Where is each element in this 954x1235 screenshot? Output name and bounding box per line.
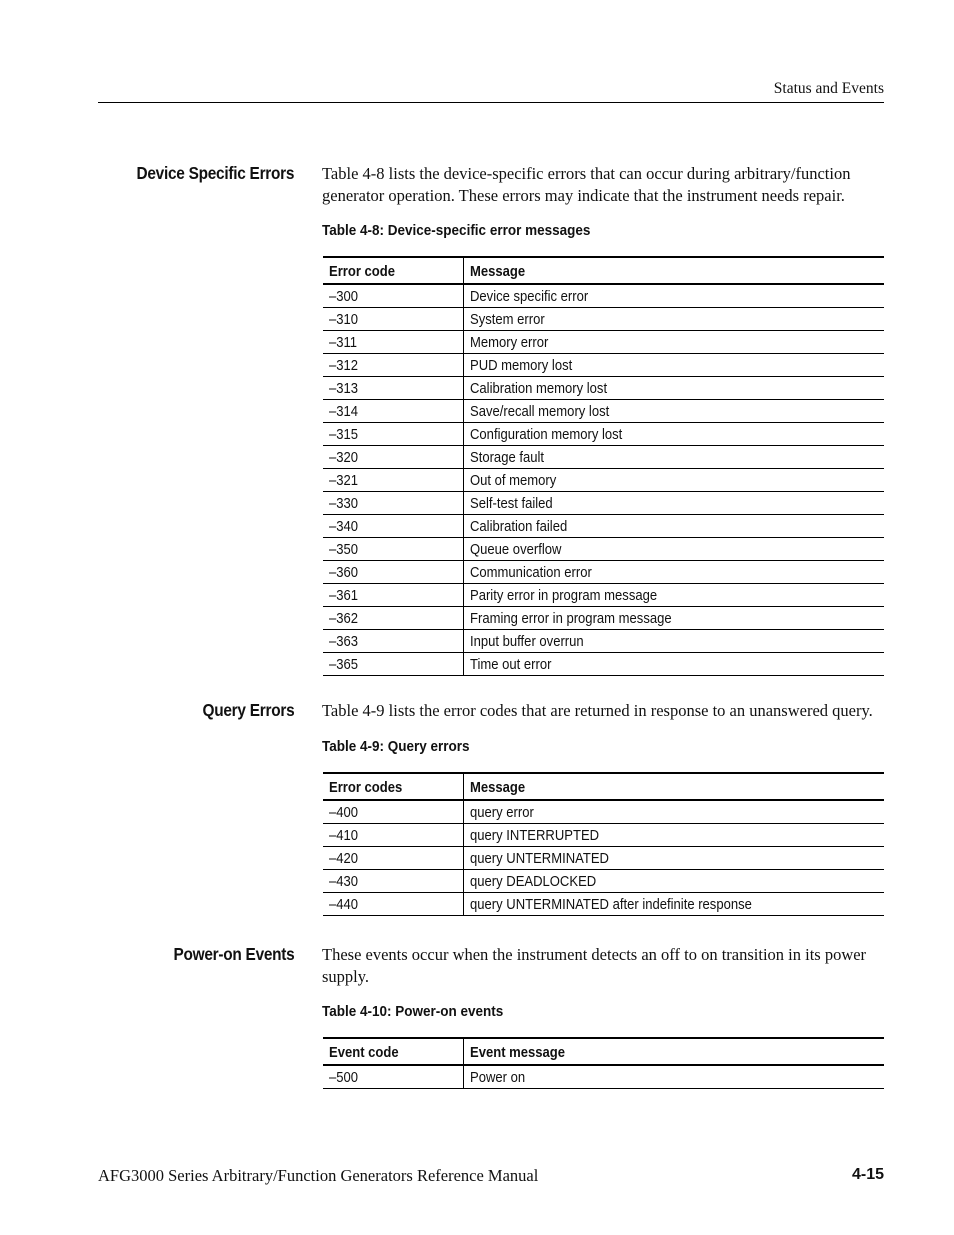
message-cell: Memory error bbox=[464, 331, 885, 354]
message-cell: Input buffer overrun bbox=[464, 630, 885, 653]
message-cell: Power on bbox=[464, 1065, 885, 1089]
message-cell: Self-test failed bbox=[464, 492, 885, 515]
table-row bbox=[323, 354, 884, 377]
message-cell: query UNTERMINATED after indefinite response bbox=[464, 893, 885, 916]
code-cell: –330 bbox=[323, 492, 464, 515]
code-cell: –361 bbox=[323, 584, 464, 607]
table-row bbox=[323, 630, 884, 653]
code-cell: –363 bbox=[323, 630, 464, 653]
message-cell: Storage fault bbox=[464, 446, 885, 469]
table-row bbox=[323, 870, 884, 893]
message-cell: query UNTERMINATED bbox=[464, 847, 885, 870]
code-cell: –420 bbox=[323, 847, 464, 870]
message-cell: Save/recall memory lost bbox=[464, 400, 885, 423]
table-row bbox=[323, 308, 884, 331]
table-4-9-caption: Table 4-9: Query errors bbox=[322, 738, 470, 755]
code-cell: –400 bbox=[323, 800, 464, 824]
code-cell: –362 bbox=[323, 607, 464, 630]
table-header-row bbox=[323, 1038, 884, 1065]
table-header-row bbox=[323, 257, 884, 284]
code-cell: –320 bbox=[323, 446, 464, 469]
message-cell: PUD memory lost bbox=[464, 354, 885, 377]
message-cell: Configuration memory lost bbox=[464, 423, 885, 446]
footer-manual-title: AFG3000 Series Arbitrary/Function Generators Reference Manual bbox=[98, 1166, 539, 1185]
code-cell: –312 bbox=[323, 354, 464, 377]
table-row bbox=[323, 400, 884, 423]
message-cell: Time out error bbox=[464, 653, 885, 676]
code-cell: –321 bbox=[323, 469, 464, 492]
column-header-event-message: Event message bbox=[464, 1038, 885, 1065]
footer-page-number: 4-15 bbox=[851, 1166, 884, 1183]
table-row bbox=[323, 515, 884, 538]
running-header-title: Status and Events bbox=[773, 80, 884, 97]
table-row bbox=[323, 893, 884, 916]
message-cell: query error bbox=[464, 800, 885, 824]
code-cell: –410 bbox=[323, 824, 464, 847]
table-row bbox=[323, 284, 884, 308]
message-cell: Queue overflow bbox=[464, 538, 885, 561]
table-header-row bbox=[323, 773, 884, 800]
message-cell: query INTERRUPTED bbox=[464, 824, 885, 847]
column-header-error-code: Error code bbox=[323, 257, 464, 284]
message-cell: Out of memory bbox=[464, 469, 885, 492]
message-cell: Parity error in program message bbox=[464, 584, 885, 607]
table-row bbox=[323, 607, 884, 630]
message-cell: System error bbox=[464, 308, 885, 331]
column-header-error-codes: Error codes bbox=[323, 773, 464, 800]
code-cell: –365 bbox=[323, 653, 464, 676]
table-4-10-caption: Table 4-10: Power-on events bbox=[322, 1003, 504, 1020]
code-cell: –440 bbox=[323, 893, 464, 916]
table-row bbox=[323, 561, 884, 584]
query-errors-intro-paragraph: Table 4-9 lists the error codes that are returned in response to an unanswered query. bbox=[322, 701, 873, 720]
table-row bbox=[323, 492, 884, 515]
table-row bbox=[323, 377, 884, 400]
code-cell: –313 bbox=[323, 377, 464, 400]
code-cell: –300 bbox=[323, 284, 464, 308]
message-cell: Calibration memory lost bbox=[464, 377, 885, 400]
section-heading-query-errors: Query Errors bbox=[202, 700, 294, 720]
table-4-8-caption: Table 4-8: Device-specific error messages bbox=[322, 222, 591, 239]
table-row bbox=[323, 584, 884, 607]
code-cell: –310 bbox=[323, 308, 464, 331]
running-header bbox=[98, 80, 884, 103]
column-header-event-code: Event code bbox=[323, 1038, 464, 1065]
device-specific-errors-table bbox=[323, 256, 884, 676]
message-cell: Communication error bbox=[464, 561, 885, 584]
table-row bbox=[323, 653, 884, 676]
message-cell: Framing error in program message bbox=[464, 607, 885, 630]
query-errors-table bbox=[323, 772, 884, 916]
table-row bbox=[323, 800, 884, 824]
code-cell: –311 bbox=[323, 331, 464, 354]
table-row bbox=[323, 538, 884, 561]
code-cell: –340 bbox=[323, 515, 464, 538]
power-on-intro-paragraph: These events occur when the instrument detects an off to on transition in its power supply. bbox=[322, 945, 867, 986]
section-heading-power-on-events: Power-on Events bbox=[173, 944, 294, 964]
section-heading-device-specific-errors: Device Specific Errors bbox=[136, 163, 294, 183]
column-header-message: Message bbox=[464, 257, 885, 284]
table-row bbox=[323, 847, 884, 870]
power-on-events-table bbox=[323, 1037, 884, 1089]
message-cell: Calibration failed bbox=[464, 515, 885, 538]
table-row bbox=[323, 824, 884, 847]
code-cell: –360 bbox=[323, 561, 464, 584]
code-cell: –500 bbox=[323, 1065, 464, 1089]
code-cell: –350 bbox=[323, 538, 464, 561]
table-row bbox=[323, 331, 884, 354]
device-specific-intro-paragraph: Table 4-8 lists the device-specific errors that can occur during arbitrary/function generator operation. These errors may indicate that the instrument needs repair. bbox=[322, 164, 851, 205]
column-header-message: Message bbox=[464, 773, 885, 800]
table-row bbox=[323, 446, 884, 469]
message-cell: Device specific error bbox=[464, 284, 885, 308]
code-cell: –314 bbox=[323, 400, 464, 423]
table-row bbox=[323, 469, 884, 492]
message-cell: query DEADLOCKED bbox=[464, 870, 885, 893]
table-row bbox=[323, 423, 884, 446]
table-row bbox=[323, 1065, 884, 1089]
code-cell: –315 bbox=[323, 423, 464, 446]
code-cell: –430 bbox=[323, 870, 464, 893]
